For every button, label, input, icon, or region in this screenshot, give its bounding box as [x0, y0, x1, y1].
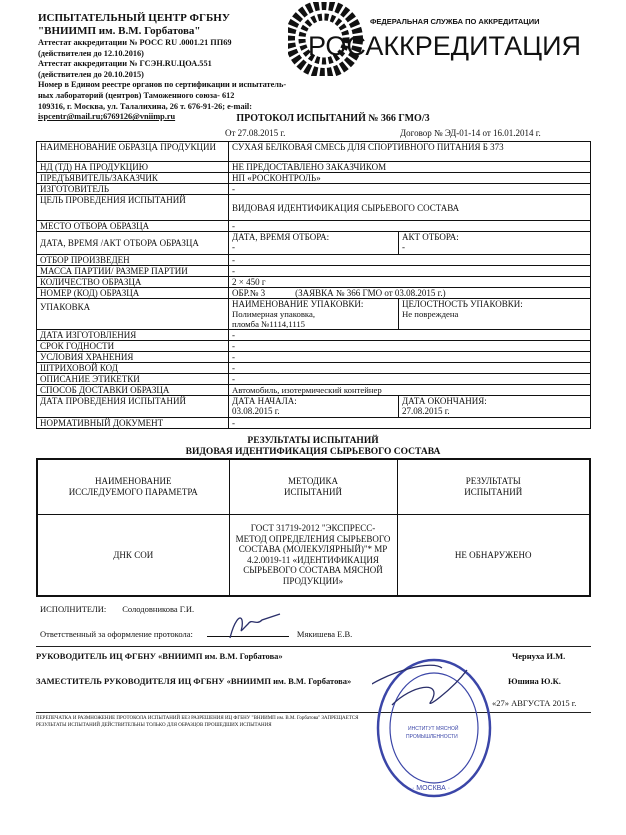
row-value	[229, 288, 591, 299]
row-label: ШТРИХОВОЙ КОД	[37, 363, 229, 374]
sample-info-table	[36, 141, 591, 429]
table-row	[37, 418, 591, 429]
executors-label: ИСПОЛНИТЕЛИ:	[40, 604, 107, 614]
organization-header	[38, 12, 308, 123]
org-name-2: "ВНИИМП им. В.М. Горбатова"	[38, 25, 201, 37]
request-number: (ЗАЯВКА № 366 ГМО от 03.08.2015 г.)	[295, 288, 446, 298]
sub-value: -	[402, 242, 405, 252]
table-row	[37, 288, 591, 299]
executors	[40, 604, 194, 614]
deputy-name: Юшина Ю.К.	[508, 676, 561, 686]
row-label: ОТБОР ПРОИЗВЕДЕН	[37, 255, 229, 266]
svg-text:РОСАККРЕДИТАЦИЯ: РОСАККРЕДИТАЦИЯ	[308, 31, 581, 61]
signature-date: «27» АВГУСТА 2015 г.	[492, 698, 577, 708]
rosaccreditation-logo	[288, 2, 588, 76]
table-header-row	[37, 459, 590, 514]
column-header: НАИМЕНОВАНИЕ ИССЛЕДУЕМОГО ПАРАМЕТРА	[37, 459, 229, 514]
deputy-label: ЗАМЕСТИТЕЛЬ РУКОВОДИТЕЛЯ ИЦ ФГБНУ «ВНИИМП им. В.М. Горбатова»	[36, 676, 352, 686]
header-line: Номер в Едином реестре органов по сертификации и испытатель-	[38, 80, 287, 90]
column-header: МЕТОДИКА ИСПЫТАНИЙ	[229, 459, 397, 514]
row-label: НОРМАТИВНЫЙ ДОКУМЕНТ	[37, 418, 229, 429]
footer-line: РЕЗУЛЬТАТЫ ИСПЫТАНИЙ ДЕЙСТВИТЕЛЬНЫ ТОЛЬКО ДЛЯ ОБРАЗЦОВ ПРОШЕДШИХ ИСПЫТАНИЯ	[36, 722, 272, 728]
row-label: ДАТА ПРОВЕДЕНИЯ ИСПЫТАНИЙ	[37, 396, 229, 418]
row-value: -	[229, 352, 591, 363]
row-value: -	[229, 330, 591, 341]
svg-text:· МОСКВА ·: · МОСКВА ·	[412, 785, 451, 792]
row-value	[229, 396, 399, 418]
svg-text:ФЕДЕРАЛЬНАЯ СЛУЖБА ПО АККРЕДИТ: ФЕДЕРАЛЬНАЯ СЛУЖБА ПО АККРЕДИТАЦИИ	[370, 17, 540, 26]
results-title	[0, 436, 626, 458]
row-value	[399, 396, 591, 418]
sub-label: АКТ ОТБОРА:	[402, 232, 459, 242]
footer-line: ПЕРЕПЕЧАТКА И РАЗМНОЖЕНИЕ ПРОТОКОЛА ИСПЫТАНИЙ БЕЗ РАЗРЕШЕНИЯ ИЦ ФГБНУ "ВНИИМП им. В.М. Горбатова" ЗАПРЕЩАЕТСЯ	[36, 716, 359, 721]
sub-label: ДАТА, ВРЕМЯ ОТБОРА:	[232, 232, 330, 242]
row-label: КОЛИЧЕСТВО ОБРАЗЦА	[37, 277, 229, 288]
org-name: ИСПЫТАТЕЛЬНЫЙ ЦЕНТР ФГБНУ	[38, 12, 230, 24]
sub-label: НАИМЕНОВАНИЕ УПАКОВКИ:	[232, 299, 364, 309]
row-value: НЕ ПРЕДОСТАВЛЕНО ЗАКАЗЧИКОМ	[229, 162, 591, 173]
row-value: СУХАЯ БЕЛКОВАЯ СМЕСЬ ДЛЯ СПОРТИВНОГО ПИТАНИЯ Б 373	[229, 142, 591, 162]
row-label: ДАТА, ВРЕМЯ /АКТ ОТБОРА ОБРАЗЦА	[37, 232, 229, 255]
svg-text:ПРОМЫШЛЕННОСТИ: ПРОМЫШЛЕННОСТИ	[406, 734, 458, 740]
result-cell: НЕ ОБНАРУЖЕНО	[397, 514, 590, 596]
row-value: -	[229, 374, 591, 385]
table-row	[37, 221, 591, 232]
head-name: Чернуха И.М.	[512, 651, 566, 661]
table-row	[37, 232, 591, 255]
sub-value: Полимерная упаковка,	[232, 309, 316, 319]
row-value	[399, 232, 591, 255]
row-value: НП «РОСКОНТРОЛЬ»	[229, 173, 591, 184]
table-row	[37, 255, 591, 266]
row-value	[229, 299, 399, 330]
row-value: -	[229, 266, 591, 277]
header-line: ных лабораторий (центров) Таможенного союза- 612	[38, 90, 235, 100]
table-row	[37, 162, 591, 173]
method-cell: ГОСТ 31719-2012 "ЭКСПРЕСС-МЕТОД ОПРЕДЕЛЕНИЯ СЫРЬЕВОГО СОСТАВА (МОЛЕКУЛЯРНЫЙ)"* МР 4.2.0019-11 «ИДЕНТИФИКАЦИЯ СЫРЬЕВОГО СОСТАВА МЯСНОЙ ПРОДУКЦИИ»	[229, 514, 397, 596]
sub-value: пломба №1114,1115	[232, 319, 306, 329]
row-value: Автомобиль, изотермический контейнер	[229, 385, 591, 396]
row-value: 2 × 450 г	[229, 277, 591, 288]
row-value	[399, 299, 591, 330]
header-line: (действителен до 12.10.2016)	[38, 48, 144, 58]
table-row	[37, 330, 591, 341]
responsible	[40, 629, 352, 639]
results-heading: РЕЗУЛЬТАТЫ ИСПЫТАНИЙ	[247, 436, 379, 446]
sub-value: 03.08.2015 г.	[232, 406, 280, 416]
row-label: УПАКОВКА	[37, 299, 229, 330]
column-header: РЕЗУЛЬТАТЫ ИСПЫТАНИЙ	[397, 459, 590, 514]
row-value: ВИДОВАЯ ИДЕНТИФИКАЦИЯ СЫРЬЕВОГО СОСТАВА	[229, 195, 591, 221]
sub-label: ДАТА НАЧАЛА:	[232, 396, 297, 406]
official-stamp	[372, 650, 497, 800]
head-label: РУКОВОДИТЕЛЬ ИЦ ФГБНУ «ВНИИМП им. В.М. Горбатова»	[36, 651, 283, 661]
row-label: НД (ТД) НА ПРОДУКЦИЮ	[37, 162, 229, 173]
protocol-title: ПРОТОКОЛ ИСПЫТАНИЙ № 366 ГМО/3	[236, 113, 430, 124]
param-cell: ДНК СОИ	[37, 514, 229, 596]
table-row	[37, 277, 591, 288]
table-row	[37, 299, 591, 330]
table-row	[37, 341, 591, 352]
sub-label: ЦЕЛОСТНОСТЬ УПАКОВКИ:	[402, 299, 523, 309]
row-label: МАССА ПАРТИИ/ РАЗМЕР ПАРТИИ	[37, 266, 229, 277]
sample-number: ОБР.№ 3	[232, 288, 266, 298]
responsible-label: Ответственный за оформление протокола:	[40, 629, 193, 639]
table-row	[37, 142, 591, 162]
header-line: 109316, г. Москва, ул. Талалихина, 26 т. 676-91-26; e-mail:	[38, 101, 252, 111]
row-label: УСЛОВИЯ ХРАНЕНИЯ	[37, 352, 229, 363]
sub-value: Не повреждена	[402, 309, 459, 319]
sub-value: 27.08.2015 г.	[402, 406, 450, 416]
table-row	[37, 266, 591, 277]
table-row	[37, 374, 591, 385]
row-label: СРОК ГОДНОСТИ	[37, 341, 229, 352]
table-row	[37, 184, 591, 195]
results-subheading: ВИДОВАЯ ИДЕНТИФИКАЦИЯ СЫРЬЕВОГО СОСТАВА	[185, 447, 441, 457]
svg-text:ИНСТИТУТ МЯСНОЙ: ИНСТИТУТ МЯСНОЙ	[408, 726, 459, 732]
divider	[36, 646, 591, 647]
row-label: СПОСОБ ДОСТАВКИ ОБРАЗЦА	[37, 385, 229, 396]
table-row	[37, 173, 591, 184]
protocol-date: От 27.08.2015 г.	[225, 128, 286, 138]
divider	[36, 712, 591, 713]
row-value: -	[229, 341, 591, 352]
table-row	[37, 514, 590, 596]
row-label: НАИМЕНОВАНИЕ ОБРАЗЦА ПРОДУКЦИИ	[37, 142, 229, 162]
row-label: ИЗГОТОВИТЕЛЬ	[37, 184, 229, 195]
table-row	[37, 363, 591, 374]
row-value	[229, 232, 399, 255]
sub-label: ДАТА ОКОНЧАНИЯ:	[402, 396, 487, 406]
row-value: -	[229, 363, 591, 374]
header-line: Аттестат аккредитации № РОСС RU .0001.21 ПП69	[38, 38, 232, 47]
row-label: ОПИСАНИЕ ЭТИКЕТКИ	[37, 374, 229, 385]
row-label: ПРЕДЪЯВИТЕЛЬ/ЗАКАЗЧИК	[37, 173, 229, 184]
sub-value: -	[232, 242, 235, 252]
header-line: Аттестат аккредитации № ГСЭН.RU.ЦОА.551	[38, 59, 212, 69]
responsible-name: Мякишева Е.В.	[296, 629, 353, 639]
row-value: -	[229, 255, 591, 266]
row-label: НОМЕР (КОД) ОБРАЗЦА	[37, 288, 229, 299]
row-label: ЦЕЛЬ ПРОВЕДЕНИЯ ИСПЫТАНИЙ	[37, 195, 229, 221]
row-label: МЕСТО ОТБОРА ОБРАЗЦА	[37, 221, 229, 232]
contract-number: Договор № ЭД-01-14 от 16.01.2014 г.	[400, 128, 541, 138]
row-value: -	[229, 418, 591, 429]
header-line: (действителен до 20.10.2015)	[38, 69, 144, 79]
signature-responsible	[222, 612, 282, 640]
results-table	[36, 458, 591, 597]
executors-name: Солодовникова Г.И.	[122, 604, 195, 614]
row-value: -	[229, 184, 591, 195]
table-row	[37, 195, 591, 221]
row-value: -	[229, 221, 591, 232]
email-link[interactable]: ispcentr@mail.ru;6769126@vniimp.ru	[38, 112, 176, 122]
table-row	[37, 396, 591, 418]
table-row	[37, 352, 591, 363]
row-label: ДАТА ИЗГОТОВЛЕНИЯ	[37, 330, 229, 341]
table-row	[37, 385, 591, 396]
